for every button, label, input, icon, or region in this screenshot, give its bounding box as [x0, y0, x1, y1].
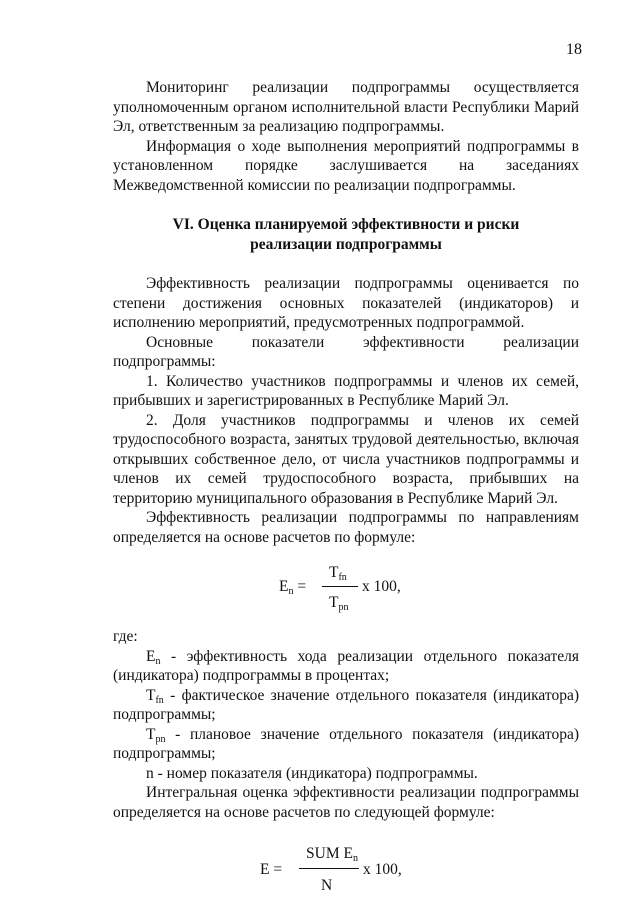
- formula-en-fraction-bar: [322, 586, 358, 587]
- paragraph-efficiency-intro: Эффективность реализации подпрограммы оценивается по степени достижения основных показателей (индикаторов) и исполнению мероприятий, предусмотренных подпрограммой.: [113, 275, 579, 331]
- definition-tfn: $T_{fn}$ - фактическое значение отдельного показателя (индикатора) подпрограммы;: [113, 686, 579, 723]
- formula-en-numerator: $T_{fn}$: [329, 564, 347, 583]
- paragraph-indicator-2: 2. Доля участников подпрограммы и членов их семей трудоспособного возраста, занятых трудовой деятельностью, включая открывших собственное дело, от числа участников подпрограммы и членов их семей трудоспособного возраста, прибывших на территорию муниципального образования в Республике Марий Эл.: [113, 411, 579, 507]
- formula-en-tail: x 100,: [362, 578, 401, 595]
- paragraph-integral: Интегральная оценка эффективности реализации подпрограммы определяется на основе расчетов по следующей формуле:: [113, 784, 579, 821]
- where-label: где:: [113, 628, 138, 645]
- page-number: 18: [566, 41, 582, 58]
- formula-integral-tail: x 100,: [363, 861, 402, 878]
- formula-integral: [113, 830, 579, 892]
- formula-integral-fraction-bar: [299, 868, 359, 869]
- formula-en: [113, 555, 579, 617]
- paragraph-indicator-1: 1. Количество участников подпрограммы и членов их семей, прибывших и зарегистрированных в Республике Марий Эл.: [113, 372, 579, 409]
- formula-integral-lhs: E =: [260, 861, 283, 878]
- paragraph-formula-intro: Эффективность реализации подпрограммы по направлениям определяется на основе расчетов по формуле:: [113, 509, 579, 546]
- section-heading: [113, 215, 579, 254]
- definition-en: $E_n$ - эффективность хода реализации отдельного показателя (индикатора) подпрограммы в процентах;: [113, 647, 579, 684]
- definition-n: n - номер показателя (индикатора) подпрограммы.: [146, 764, 478, 782]
- formula-en-denominator: $T_{pn}$: [329, 594, 349, 613]
- formula-en-lhs: $E_n$ =: [279, 578, 307, 597]
- document-body: [113, 78, 579, 902]
- formula-integral-numerator: SUM $E_n$: [306, 845, 358, 864]
- paragraph-information: Информация о ходе выполнения мероприятий подпрограммы в установленном порядке заслушивается на заседаниях Межведомственной комиссии по реализации подпрограммы.: [113, 137, 579, 194]
- section-heading-line1: VI. Оценка планируемой эффективности и риски: [172, 216, 520, 233]
- paragraph-main-indicators: Основные показатели эффективности реализации подпрограммы:: [113, 333, 579, 370]
- formula-integral-denominator: N: [321, 877, 333, 894]
- definition-tpn: $T_{pn}$ - плановое значение отдельного показателя (индикатора) подпрограммы;: [113, 725, 579, 762]
- paragraph-monitoring: Мониторинг реализации подпрограммы осуществляется уполномоченным органом исполнительной власти Республики Марий Эл, ответственным за реализацию подпрограммы.: [113, 79, 579, 135]
- section-heading-line2: реализации подпрограммы: [250, 235, 442, 253]
